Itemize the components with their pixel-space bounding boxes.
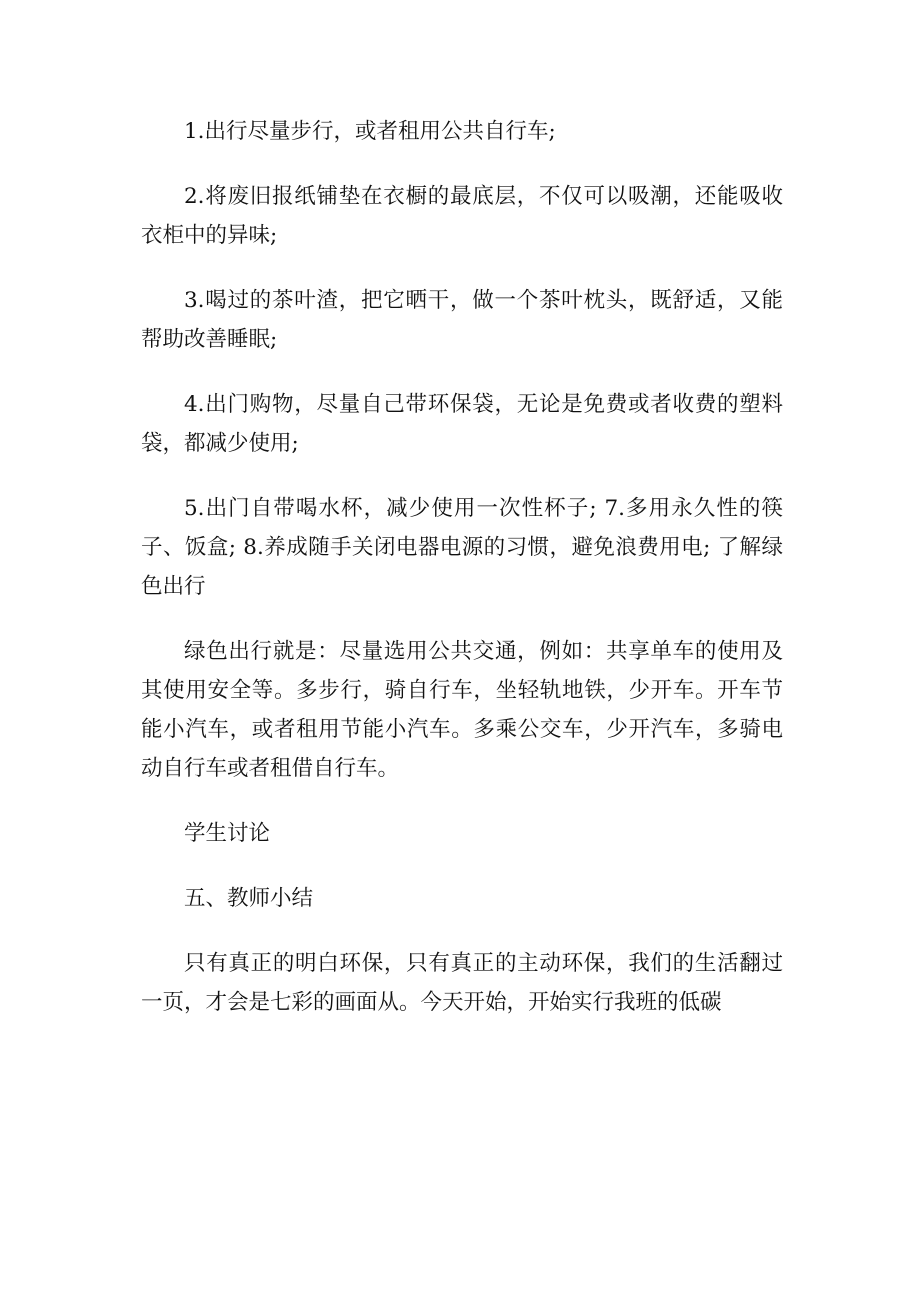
- paragraph-summary: 只有真正的明白环保，只有真正的主动环保，我们的生活翻过一页，才会是七彩的画面从。今天开始，开始实行我班的低碳: [141, 951, 783, 1015]
- document-page: [141, 112, 783, 1048]
- paragraph-tip-2: 2.将废旧报纸铺垫在衣橱的最底层，不仅可以吸潮，还能吸收衣柜中的异味;: [141, 184, 783, 248]
- section-heading-teacher-summary: 五、教师小结: [184, 886, 314, 911]
- paragraph-green-travel: 绿色出行就是：尽量选用公共交通，例如：共享单车的使用及其使用安全等。多步行，骑自行车，坐轻轨地铁，少开车。开车节能小汽车，或者租用节能小汽车。多乘公交车，少开汽车，多骑电动自行车或者租借自行车。: [141, 639, 783, 781]
- paragraph-tip-3: 3.喝过的茶叶渣，把它晒干，做一个茶叶枕头，既舒适，又能帮助改善睡眠;: [141, 288, 783, 352]
- paragraph-tip-4: 4.出门购物，尽量自己带环保袋，无论是免费或者收费的塑料袋，都减少使用;: [141, 392, 783, 456]
- paragraph-student-discussion: 学生讨论: [184, 821, 271, 846]
- paragraph-tip-5: 5.出门自带喝水杯，减少使用一次性杯子; 7.多用永久性的筷子、饭盒; 8.养成随手关闭电器电源的习惯，避免浪费用电; 了解绿色出行: [141, 496, 783, 599]
- paragraph-tip-1: 1.出行尽量步行，或者租用公共自行车;: [184, 119, 556, 144]
